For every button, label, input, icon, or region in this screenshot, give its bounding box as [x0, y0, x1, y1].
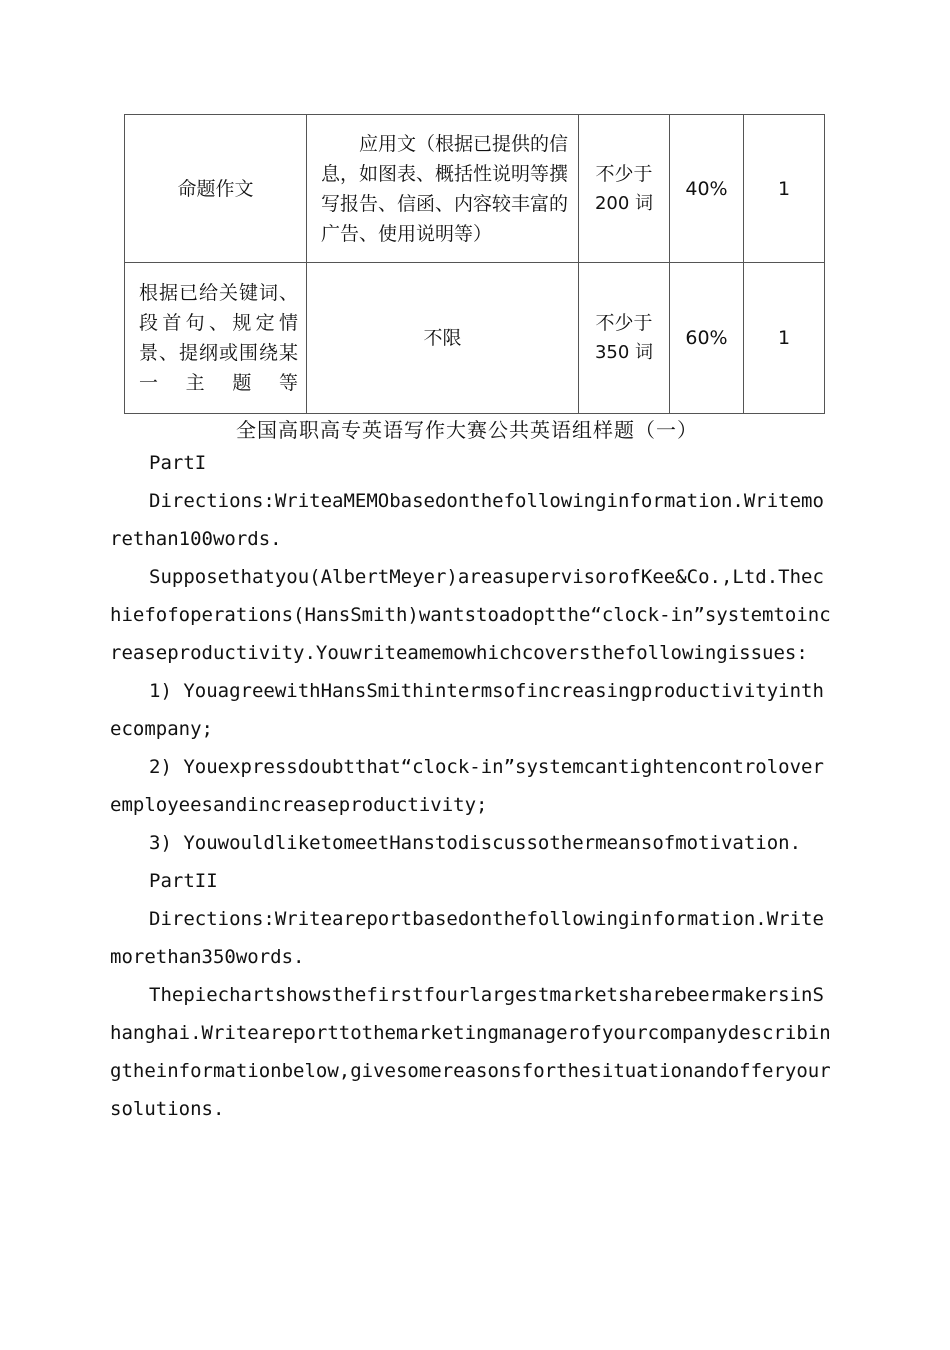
part1-directions: Directions:WriteaMEMObasedonthefollowinginformation.Writemorethan100words. — [110, 490, 824, 550]
task-count-cell: 1 — [744, 115, 825, 263]
part2-directions: Directions:Writeareportbasedonthefollowinginformation.Writemorethan350words. — [110, 908, 824, 968]
part1-situation: Supposethatyou(AlbertMeyer)areasupervisorofKee&Co.,Ltd.Thechiefofoperations(HansSmith)wantstoadoptthe“clock-in”systemtoincreaseproductivity.Youwriteamemowhichcoversthefollowingissues: — [110, 566, 831, 664]
score-weight-cell: 40% — [670, 115, 744, 263]
task-type-cell: 命题作文 — [125, 115, 307, 263]
part2-heading: PartII — [149, 870, 218, 892]
body-text — [110, 444, 835, 1128]
task-content-cell: 不限 — [307, 263, 579, 414]
page-title: 全国高职高专英语写作大赛公共英语组样题（一） — [236, 418, 698, 442]
part1-item-2: 2) Youexpressdoubtthat“clock-in”systemcantightencontroloveremployeesandincreaseproductivity; — [110, 756, 824, 816]
task-content-cell: 应用文（根据已提供的信息，如图表、概括性说明等撰写报告、信函、内容较丰富的广告、使用说明等） — [307, 115, 579, 263]
part1-item-1: 1) YouagreewithHansSmithintermsofincreasingproductivityinthecompany; — [110, 680, 824, 740]
score-weight-cell: 60% — [670, 263, 744, 414]
task-count-cell: 1 — [744, 263, 825, 414]
table-row — [125, 263, 825, 414]
word-length-cell: 不少于 350 词 — [579, 263, 670, 414]
part2-situation: ThepiechartshowsthefirstfourlargestmarketsharebeermakersinShanghai.Writeareporttothemarketingmanagerofyourcompanydescribingtheinformationbelow,givesomereasonsforthesituationandofferyoursolutions. — [110, 984, 831, 1120]
writing-spec-table — [124, 114, 825, 414]
word-length-cell: 不少于 200 词 — [579, 115, 670, 263]
part1-item-3: 3) YouwouldliketomeetHanstodiscussothermeansofmotivation. — [149, 832, 802, 854]
part1-heading: PartI — [149, 452, 207, 474]
task-type-cell: 根据已给关键词、段首句、规定情景、提纲或围绕某一主题等 — [125, 263, 307, 414]
table-row — [125, 115, 825, 263]
